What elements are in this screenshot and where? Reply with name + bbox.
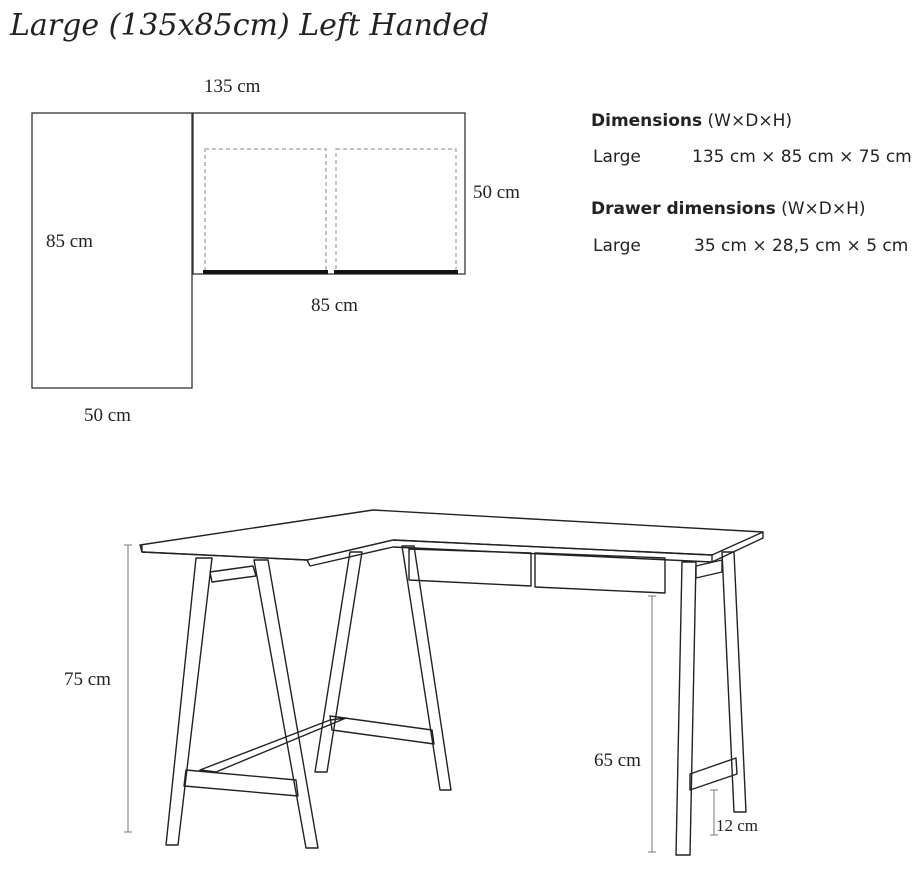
stretcher-back <box>330 716 434 744</box>
desk-top-edge-leftfront <box>142 552 310 566</box>
drawer-dimensions-heading-suffix: (W×D×H) <box>781 199 866 219</box>
total-height-label: 75 cm <box>64 669 111 690</box>
drawer-dimensions-heading-bold: Drawer dimensions <box>591 199 776 219</box>
leg-left-back-outer <box>315 552 362 772</box>
top-view-right-depth-label: 50 cm <box>473 182 520 203</box>
desk-top-edge-front <box>307 540 712 566</box>
leg-left-front-outer <box>166 558 212 845</box>
dimensions-row-value: 135 cm × 85 cm × 75 cm <box>692 147 912 167</box>
top-view-inner-width-label: 85 cm <box>311 295 358 316</box>
leg-left-front-inner <box>254 560 318 848</box>
top-view-drawer-right <box>336 149 456 271</box>
leg-right-back <box>722 552 746 812</box>
stretcher-height-label: 12 cm <box>716 816 759 835</box>
top-view-drawer-left <box>205 149 326 271</box>
leg-left-back-inner <box>402 546 451 790</box>
dimensions-row-label: Large <box>593 147 641 167</box>
desk-drawer-left <box>409 549 531 586</box>
drawer-clearance-label: 65 cm <box>594 750 641 771</box>
dimensions-heading <box>591 111 792 131</box>
top-view-left-depth-label: 85 cm <box>46 231 93 252</box>
rail-left-top <box>210 566 256 582</box>
rail-right-top <box>696 560 722 578</box>
desk-top-edge-right <box>712 532 763 562</box>
top-view-right-panel <box>193 113 465 274</box>
drawer-dimensions-row-value: 35 cm × 28,5 cm × 5 cm <box>694 236 909 256</box>
top-view-width-label: 135 cm <box>204 76 261 97</box>
desk-top-surface <box>140 510 763 560</box>
leg-right-front <box>676 562 696 855</box>
dimensions-heading-suffix: (W×D×H) <box>707 111 792 131</box>
drawer-dimensions-row-label: Large <box>593 236 641 256</box>
page-title: Large (135x85cm) Left Handed <box>10 8 490 43</box>
desk-drawer-right <box>535 553 665 593</box>
stretcher-right <box>690 758 737 790</box>
stretcher-left-front <box>184 770 298 796</box>
drawer-dimensions-heading <box>591 199 866 219</box>
top-view-bottom-width-label: 50 cm <box>84 405 131 426</box>
stretcher-left-side <box>200 718 346 772</box>
dimensions-heading-bold: Dimensions <box>591 111 703 131</box>
